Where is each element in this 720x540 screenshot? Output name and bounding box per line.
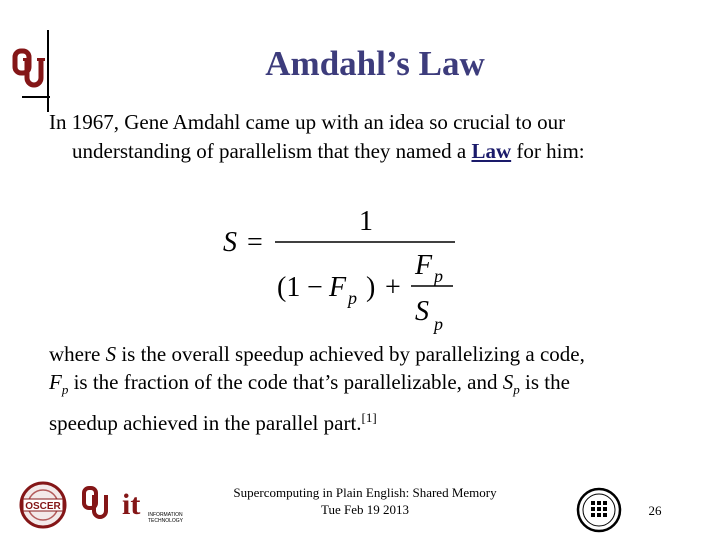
- svg-text:TECHNOLOGY: TECHNOLOGY: [148, 518, 184, 524]
- intro-text: understanding of parallelism that they named a: [72, 139, 472, 163]
- formula-minus: −: [307, 272, 323, 303]
- svg-text:INFORMATION: INFORMATION: [148, 512, 183, 518]
- footer-logos: [18, 480, 208, 530]
- desc-S: S: [105, 342, 117, 366]
- formula-F2-sub: p: [434, 266, 443, 286]
- formula-S2-sub: p: [434, 314, 443, 334]
- it-logo-icon: [122, 488, 184, 524]
- desc-S2: S: [502, 370, 514, 394]
- footer-date: Tue Feb 19 2013: [320, 502, 409, 517]
- law-link[interactable]: Law: [471, 139, 512, 163]
- desc-text: where: [49, 342, 106, 366]
- ou-footer-logo-icon: [84, 488, 106, 517]
- svg-text:OSCER: OSCER: [25, 501, 61, 512]
- intro-line-2: [49, 137, 689, 166]
- oscer-logo-icon: [21, 483, 65, 527]
- oscer-seal-icon: [576, 487, 622, 533]
- intro-text-end: for him:: [511, 139, 585, 163]
- desc-F: F: [49, 370, 62, 394]
- reference-marker[interactable]: [1]: [361, 410, 377, 426]
- amdahl-formula: [215, 196, 475, 336]
- formula-den-open: (1: [277, 272, 301, 303]
- desc-text: is the: [519, 370, 570, 394]
- description-paragraph: [49, 340, 699, 437]
- formula-equals: =: [247, 227, 263, 258]
- slide-title: Amdahl’s Law: [265, 44, 485, 83]
- page-number: 26: [648, 503, 662, 518]
- desc-text: is the overall speedup achieved by parallelizing a code,: [116, 342, 585, 366]
- desc-S2-sub: p: [513, 382, 520, 398]
- horizontal-rule: [22, 96, 50, 98]
- svg-text:it: it: [122, 488, 141, 521]
- desc-F-sub: p: [61, 382, 69, 398]
- formula-numerator: 1: [359, 206, 373, 237]
- desc-text: speedup achieved in the parallel part.: [49, 411, 362, 436]
- footer-text: [210, 484, 520, 518]
- desc-text: is the fraction of the code that’s parallelizable, and: [68, 370, 503, 394]
- formula-F-sub: p: [348, 288, 357, 308]
- formula-S: S: [223, 227, 237, 258]
- intro-paragraph: [49, 108, 689, 166]
- formula-F2: F: [415, 250, 433, 281]
- footer-course-title: Supercomputing in Plain English: Shared Memory: [233, 485, 497, 500]
- intro-line-1: In 1967, Gene Amdahl came up with an idea so crucial to our: [49, 110, 566, 134]
- formula-den-close: ): [366, 272, 376, 303]
- formula-S2: S: [415, 296, 429, 327]
- formula-plus: +: [385, 272, 401, 303]
- formula-F: F: [329, 272, 347, 303]
